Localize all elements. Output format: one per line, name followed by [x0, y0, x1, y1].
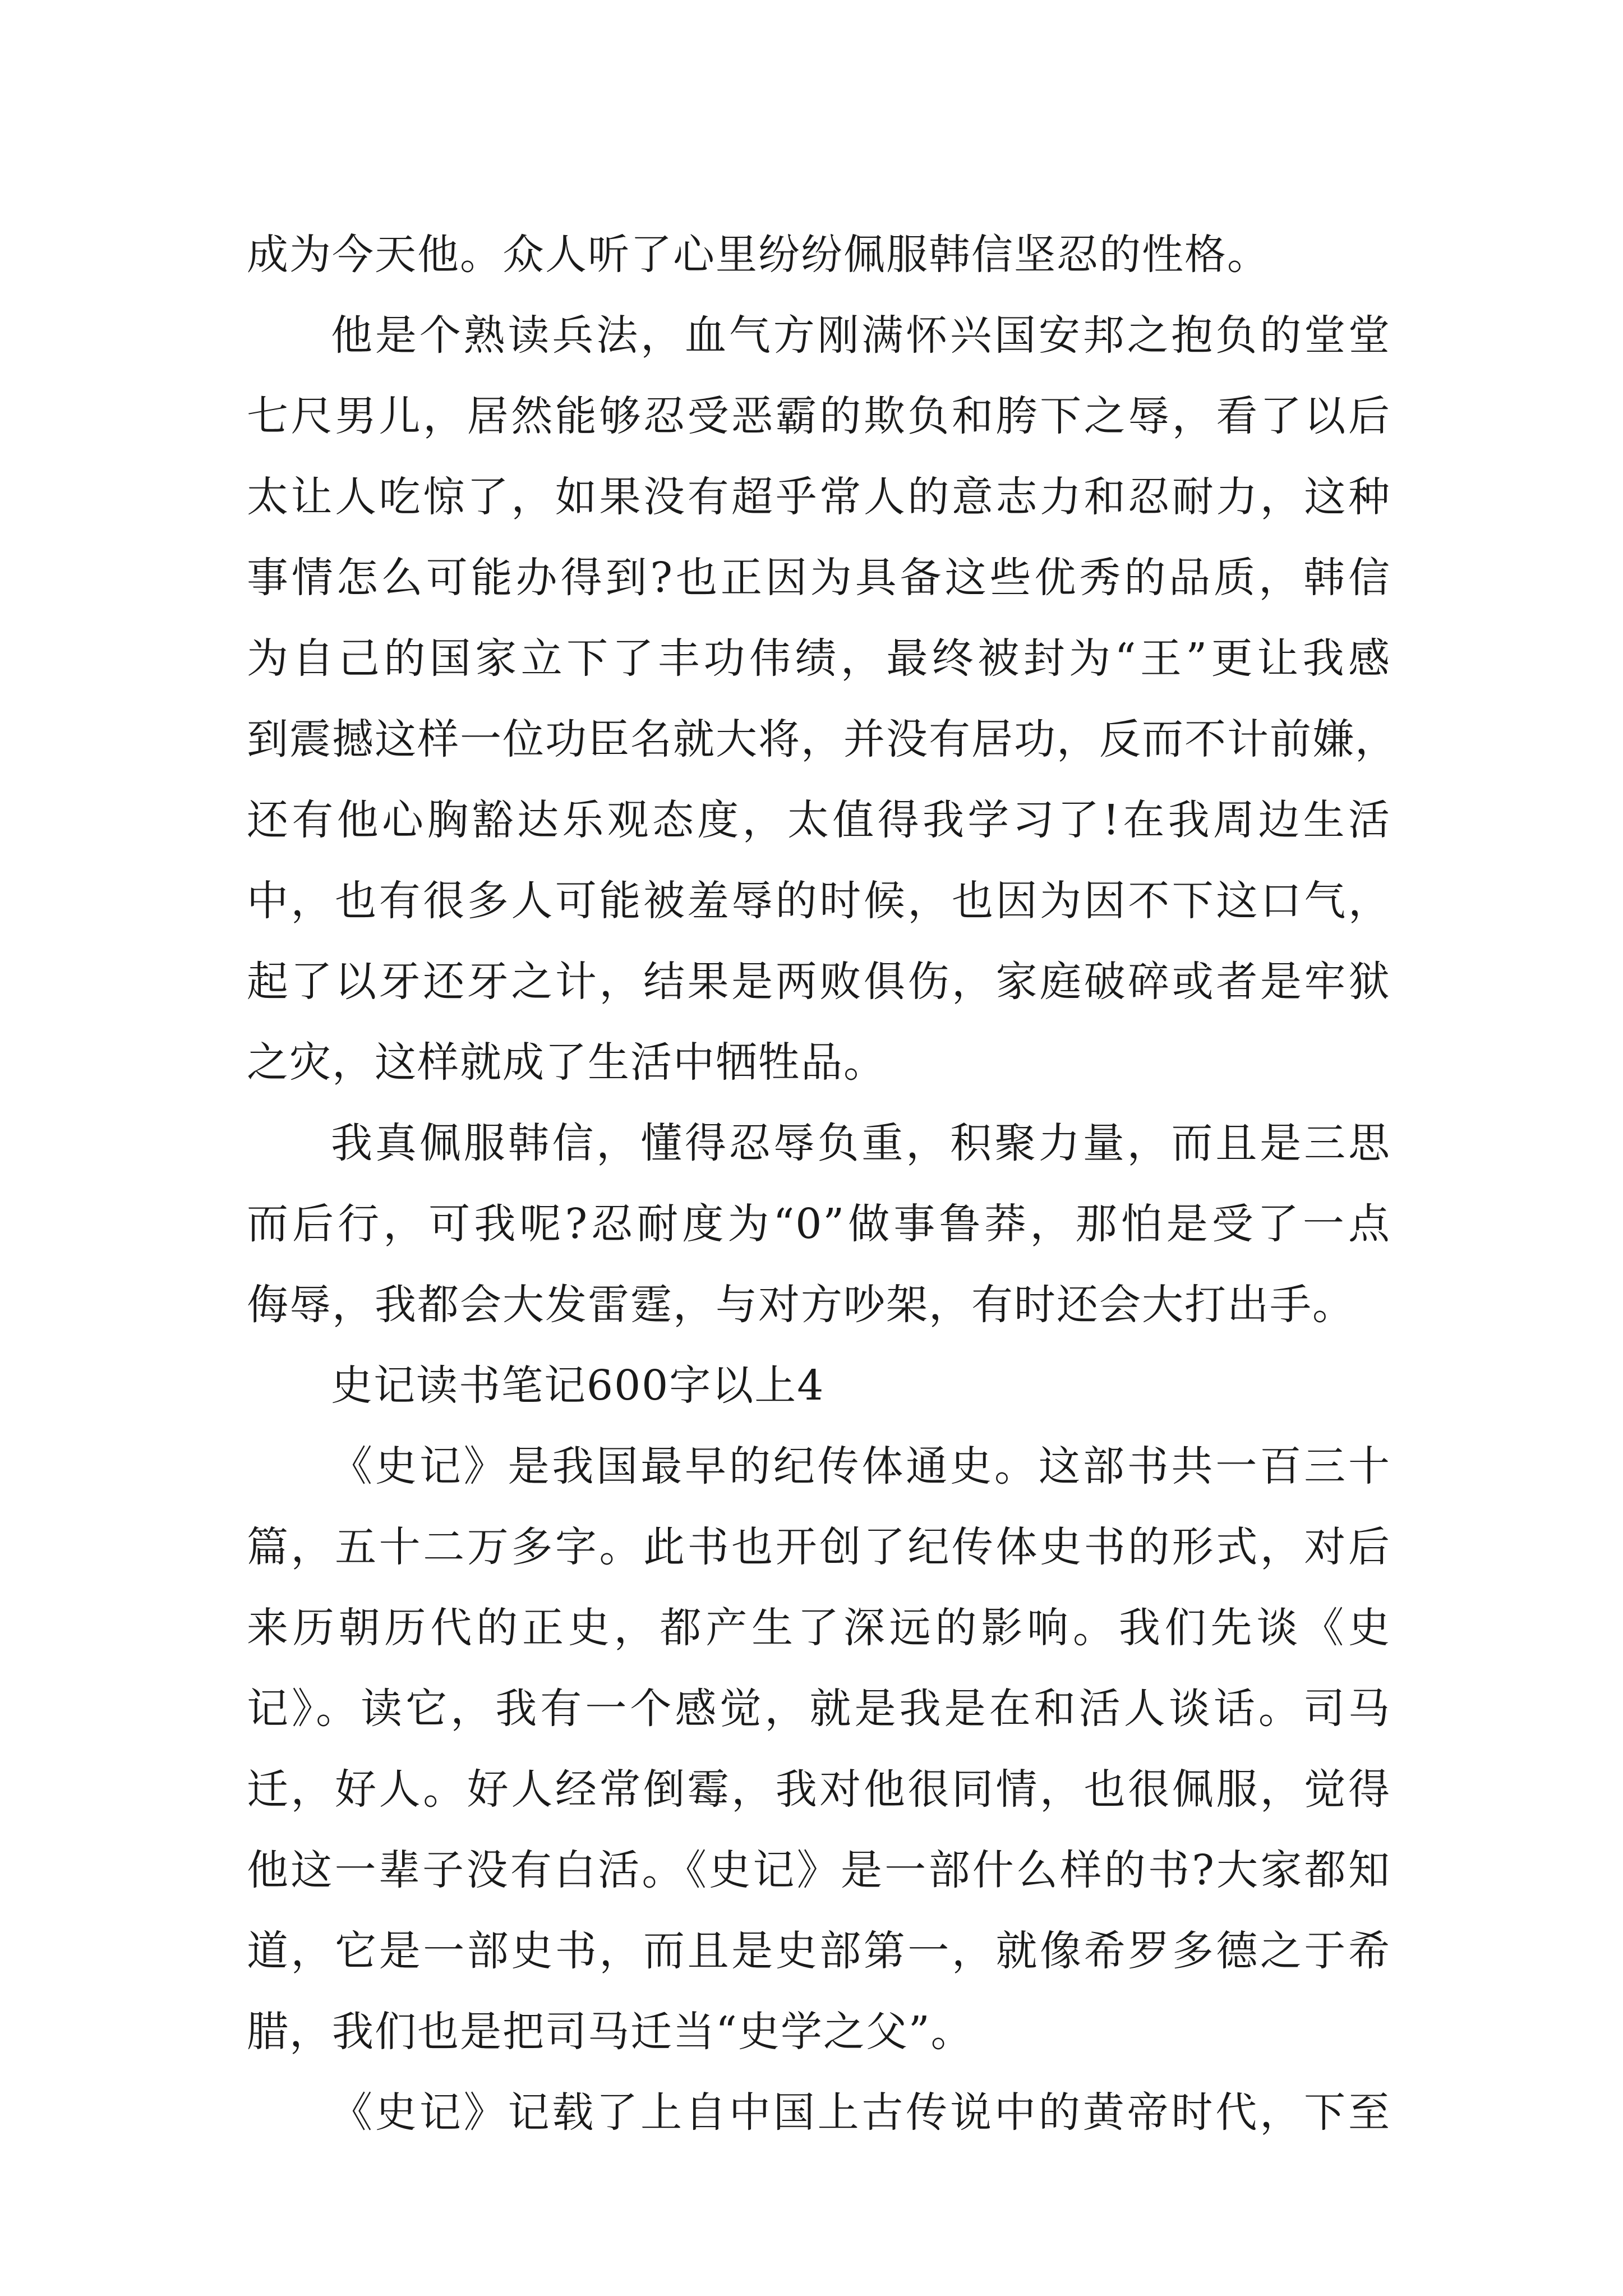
text-line: 之灾，这样就成了生活中牺牲品。 — [247, 1038, 886, 1087]
text-line: 来历朝历代的正史，都产生了深远的影响。我们先谈《史 — [247, 1604, 1391, 1652]
text-line: 为自己的国家立下了丰功伟绩，最终被封为“王”更让我感 — [247, 634, 1391, 683]
text-line: 还有他心胸豁达乐观态度，太值得我学习了!在我周边生活 — [247, 796, 1391, 844]
text-line: 《史记》是我国最早的纪传体通史。这部书共一百三十 — [331, 1442, 1391, 1490]
text-line: 道，它是一部史书，而且是史部第一，就像希罗多德之于希 — [247, 1927, 1391, 1975]
text-line: 太让人吃惊了，如果没有超乎常人的意志力和忍耐力，这种 — [247, 473, 1391, 521]
body-text — [247, 214, 1398, 2153]
text-line: 中，也有很多人可能被羞辱的时候，也因为因不下这口气， — [247, 877, 1391, 925]
text-line: 成为今天他。众人听了心里纷纷佩服韩信坚忍的性格。 — [247, 231, 1270, 279]
text-line: 他是个熟读兵法，血气方刚满怀兴国安邦之抱负的堂堂 — [331, 311, 1391, 360]
text-line: 事情怎么可能办得到?也正因为具备这些优秀的品质，韩信 — [247, 554, 1391, 602]
text-line: 侮辱，我都会大发雷霆，与对方吵架，有时还会大打出手。 — [247, 1281, 1355, 1329]
text-line: 记》。读它，我有一个感觉，就是我是在和活人谈话。司马 — [247, 1685, 1391, 1733]
text-line: 腊，我们也是把司马迁当“史学之父”。 — [247, 2008, 974, 2056]
text-line: 迁，好人。好人经常倒霉，我对他很同情，也很佩服，觉得 — [247, 1765, 1391, 1814]
text-line: 篇，五十二万多字。此书也开创了纪传体史书的形式，对后 — [247, 1523, 1391, 1571]
text-line: 他这一辈子没有白活。《史记》是一部什么样的书?大家都知 — [247, 1846, 1391, 1894]
text-line: 史记读书笔记600字以上4 — [331, 1361, 825, 1410]
text-line: 而后行，可我呢?忍耐度为“0”做事鲁莽，那怕是受了一点 — [247, 1200, 1391, 1248]
text-line: 起了以牙还牙之计，结果是两败俱伤，家庭破碎或者是牢狱 — [247, 958, 1391, 1006]
text-line: 《史记》记载了上自中国上古传说中的黄帝时代，下至 — [331, 2088, 1391, 2137]
text-line: 我真佩服韩信，懂得忍辱负重，积聚力量，而且是三思 — [331, 1119, 1391, 1167]
text-line: 到震撼这样一位功臣名就大将，并没有居功，反而不计前嫌， — [247, 715, 1398, 763]
text-line: 七尺男儿，居然能够忍受恶霸的欺负和胯下之辱，看了以后 — [247, 392, 1391, 440]
